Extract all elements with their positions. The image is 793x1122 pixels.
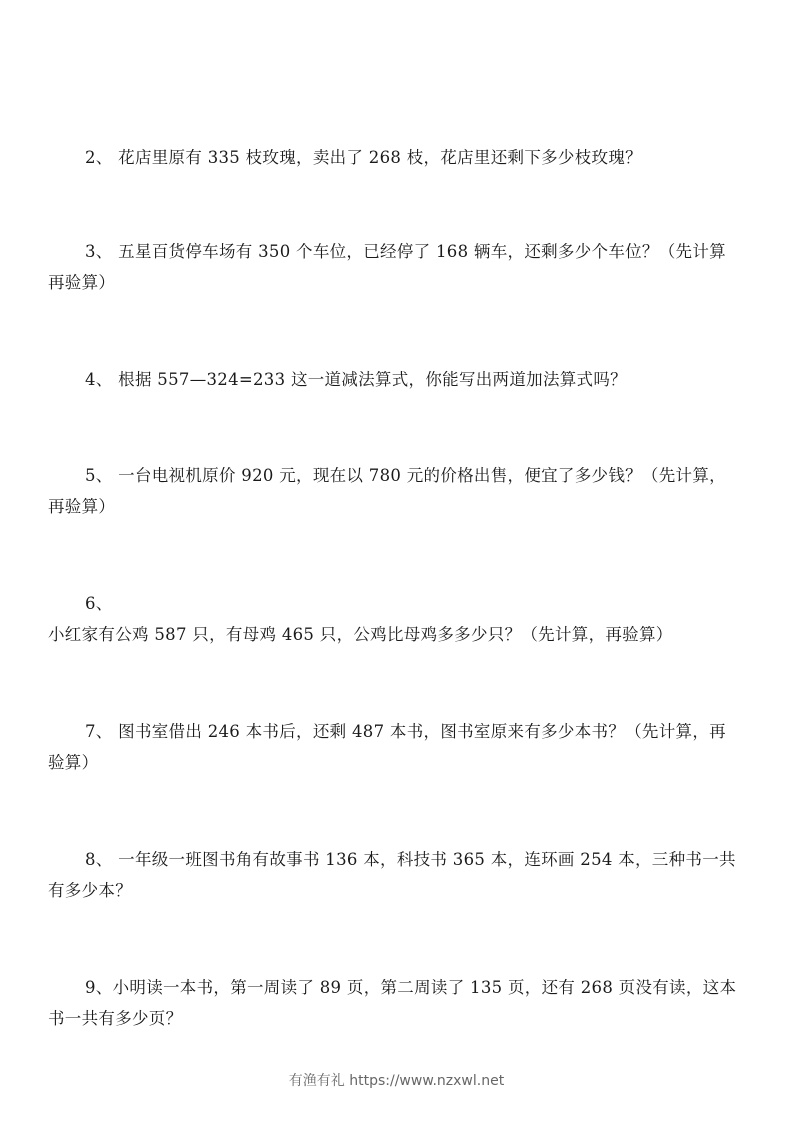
question-9 (48, 972, 740, 1034)
question-number: 6、 (85, 594, 113, 613)
question-2 (48, 142, 740, 173)
question-3 (48, 236, 740, 298)
question-7 (48, 716, 740, 778)
question-number: 3、 (85, 242, 113, 261)
question-text: 小明读一本书，第一周读了 89 页，第二周读了 135 页，还有 268 页没有读，这本书一共有多少页？ (48, 978, 737, 1028)
question-text: 一台电视机原价 920 元，现在以 780 元的价格出售，便宜了多少钱？（先计算，再验算） (48, 466, 726, 516)
question-number: 2、 (85, 148, 113, 167)
question-4 (48, 364, 740, 395)
question-5 (48, 460, 740, 522)
question-8 (48, 844, 740, 906)
question-number: 8、 (85, 850, 113, 869)
footer-watermark: 有渔有礼 https://www.nzxwl.net (288, 1073, 505, 1089)
question-text: 小红家有公鸡 587 只，有母鸡 465 只，公鸡比母鸡多多少只？（先计算，再验算） (48, 625, 673, 644)
question-number: 7、 (85, 722, 113, 741)
question-text: 花店里原有 335 枝玫瑰，卖出了 268 枝，花店里还剩下多少枝玫瑰？ (112, 148, 642, 167)
question-6 (48, 588, 740, 650)
question-text: 一年级一班图书角有故事书 136 本，科技书 365 本，连环画 254 本，三种书一共有多少本？ (48, 850, 736, 900)
question-number: 5、 (85, 466, 113, 485)
question-text: 五星百货停车场有 350 个车位，已经停了 168 辆车，还剩多少个车位？（先计算再验算） (48, 242, 726, 292)
question-text: 图书室借出 246 本书后，还剩 487 本书，图书室原来有多少本书？（先计算，再验算） (48, 722, 726, 772)
question-text: 根据 557—324=233 这一道减法算式，你能写出两道加法算式吗？ (112, 370, 627, 389)
question-number: 9、 (85, 978, 113, 997)
question-number: 4、 (85, 370, 113, 389)
